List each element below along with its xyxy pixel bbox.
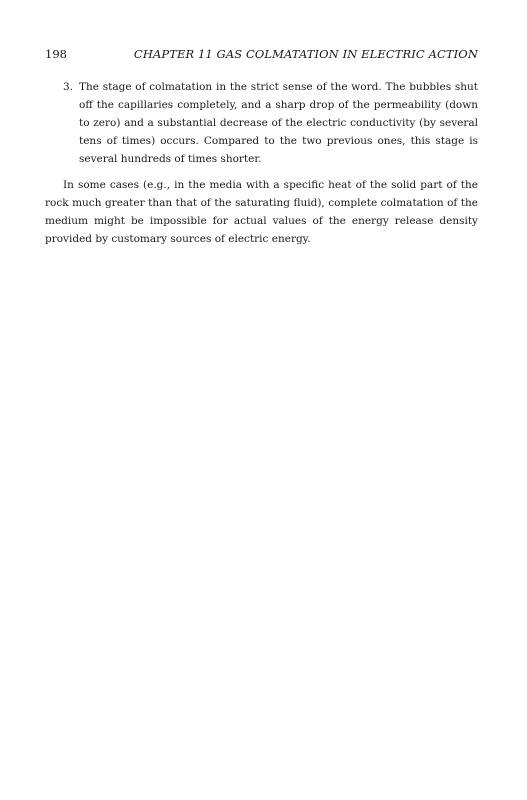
list-item-text: The stage of colmatation in the strict sense of the word. The bubbles shut off the capillaries completely, and a sharp drop of the permeability (down to zero) and a substantial decrease of the electric conductivity (by several tens of times) occurs. Compared to the two previous ones, this stage is several hundreds of times shorter.	[79, 81, 478, 165]
body-paragraph: In some cases (e.g., in the media with a specific heat of the solid part of the rock much greater than that of the saturating fluid), complete colmatation of the medium might be impossible for actual values of the energy release density provided by customary sources of electric energy.	[45, 179, 478, 245]
page-number: 198	[45, 47, 67, 61]
chapter-title: CHAPTER 11 GAS COLMATATION IN ELECTRIC ACTION	[133, 47, 478, 61]
list-item-number: 3.	[63, 81, 74, 93]
running-header	[45, 46, 478, 62]
list-item	[63, 78, 478, 168]
